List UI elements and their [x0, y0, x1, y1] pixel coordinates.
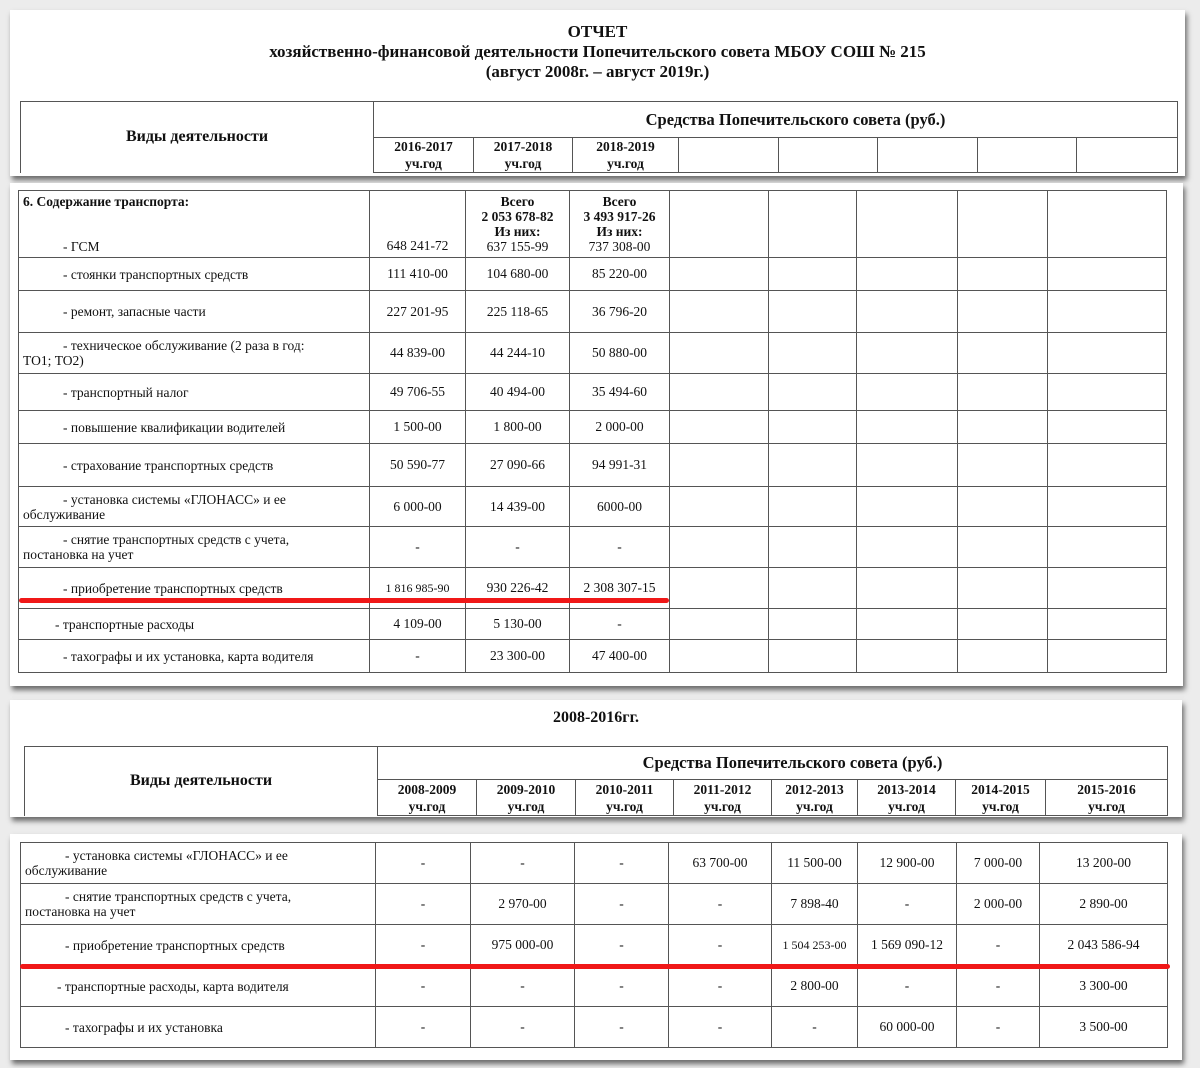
value-cell: 2 000-00 [957, 884, 1040, 925]
empty-cell [1048, 374, 1167, 411]
section-total: 2 053 678-82 [481, 209, 554, 224]
value-cell: 2 800-00 [772, 966, 858, 1007]
value-cell: - [376, 966, 471, 1007]
value-cell: - [669, 966, 772, 1007]
value-cell: - [669, 884, 772, 925]
value-cell: Всего 3 493 917-26 Из них: 737 308-00 [570, 191, 670, 258]
value-cell: 7 000-00 [957, 843, 1040, 884]
value-cell: 1 816 985-90 [370, 568, 466, 609]
row-label: - снятие транспортных средств с учета, постановка на учет [19, 527, 370, 568]
row-label: - ремонт, запасные части [19, 291, 370, 333]
value-cell: 2 308 307-15 [570, 568, 670, 609]
year-header: 2017-2018 уч.год [474, 138, 573, 173]
empty-cell [679, 138, 779, 173]
year-header: 2014-2015 уч.год [956, 780, 1046, 816]
empty-cell [1048, 527, 1167, 568]
empty-cell [857, 568, 958, 609]
value-cell: - [370, 527, 466, 568]
table-row [19, 411, 1167, 444]
value-cell: 2 890-00 [1040, 884, 1168, 925]
value-cell: 14 439-00 [466, 487, 570, 527]
empty-cell [1048, 411, 1167, 444]
empty-cell [769, 374, 857, 411]
value-cell: 1 500-00 [370, 411, 466, 444]
value-cell: 63 700-00 [669, 843, 772, 884]
value-cell: - [957, 925, 1040, 966]
table2-body [20, 842, 1168, 1048]
value-cell: - [471, 1007, 575, 1048]
table-row [21, 884, 1168, 925]
value-cell: 111 410-00 [370, 258, 466, 291]
value-cell: - [575, 966, 669, 1007]
value-cell: 50 880-00 [570, 333, 670, 374]
table1-header [20, 101, 1178, 173]
value-cell: - [575, 925, 669, 966]
year-header: 2011-2012 уч.год [674, 780, 772, 816]
year-header: 2009-2010 уч.год [477, 780, 576, 816]
empty-cell [857, 258, 958, 291]
empty-cell [1048, 568, 1167, 609]
empty-cell [670, 609, 769, 640]
value-cell: 27 090-66 [466, 444, 570, 487]
value-cell: 60 000-00 [858, 1007, 957, 1048]
value-cell: 2 000-00 [570, 411, 670, 444]
value-cell: 47 400-00 [570, 640, 670, 673]
value-cell: 13 200-00 [1040, 843, 1168, 884]
row-label: - страхование транспортных средств [19, 444, 370, 487]
value-cell: - [376, 843, 471, 884]
empty-cell [857, 411, 958, 444]
empty-cell [769, 609, 857, 640]
row-label: - установка системы «ГЛОНАСС» и ее обслуживание [21, 843, 376, 884]
table-row [19, 609, 1167, 640]
report-header-panel [10, 10, 1185, 176]
value-cell: 3 300-00 [1040, 966, 1168, 1007]
empty-cell [1048, 609, 1167, 640]
empty-cell [769, 411, 857, 444]
empty-cell [978, 138, 1077, 173]
row-label: - приобретение транспортных средств [21, 925, 376, 966]
value-cell: 225 118-65 [466, 291, 570, 333]
empty-cell [769, 487, 857, 527]
empty-cell [670, 333, 769, 374]
empty-cell [857, 333, 958, 374]
value-cell: - [376, 1007, 471, 1048]
empty-cell [958, 444, 1048, 487]
empty-cell [670, 291, 769, 333]
row-label: - транспортные расходы, карта водителя [21, 966, 376, 1007]
table1-body-panel [10, 183, 1183, 686]
highlighted-row [21, 925, 1168, 966]
empty-cell [857, 444, 958, 487]
value-cell: 1 569 090-12 [858, 925, 957, 966]
empty-cell [670, 527, 769, 568]
section-cell [19, 191, 370, 258]
col-funds-header: Средства Попечительского совета (руб.) [378, 747, 1168, 780]
empty-cell [857, 291, 958, 333]
empty-cell [958, 609, 1048, 640]
value-cell: - [772, 1007, 858, 1048]
year-header: 2008-2009 уч.год [378, 780, 477, 816]
empty-cell [878, 138, 978, 173]
empty-cell [670, 258, 769, 291]
empty-cell [958, 527, 1048, 568]
empty-cell [769, 527, 857, 568]
empty-cell [958, 333, 1048, 374]
value-cell: 930 226-42 [466, 568, 570, 609]
value-cell: - [575, 843, 669, 884]
empty-cell [958, 568, 1048, 609]
table-row [21, 1007, 1168, 1048]
value-cell: 1 800-00 [466, 411, 570, 444]
empty-cell [769, 568, 857, 609]
table-row [19, 191, 1167, 258]
row-label: - тахографы и их установка [21, 1007, 376, 1048]
value-cell: - [575, 884, 669, 925]
empty-cell [857, 640, 958, 673]
empty-cell [769, 258, 857, 291]
empty-cell [857, 609, 958, 640]
row-label: - установка системы «ГЛОНАСС» и ее обслуживание [19, 487, 370, 527]
highlight-underline [19, 598, 669, 603]
section-total: 3 493 917-26 [583, 209, 656, 224]
row-label: - снятие транспортных средств с учета, постановка на учет [21, 884, 376, 925]
value-cell: 44 839-00 [370, 333, 466, 374]
table-row [21, 966, 1168, 1007]
row-label: - техническое обслуживание (2 раза в год: ТО1; ТО2) [19, 333, 370, 374]
report-period: (август 2008г. – август 2019г.) [485, 62, 710, 81]
empty-cell [769, 333, 857, 374]
highlight-underline [20, 964, 1170, 969]
empty-cell [958, 411, 1048, 444]
empty-cell [779, 138, 878, 173]
table-row [19, 374, 1167, 411]
value-cell: - [376, 884, 471, 925]
table2-header [24, 746, 1168, 816]
row-label: - тахографы и их установка, карта водителя [19, 640, 370, 673]
value-cell: - [669, 1007, 772, 1048]
value-cell: 2 970-00 [471, 884, 575, 925]
empty-cell [958, 191, 1048, 258]
value-cell: 12 900-00 [858, 843, 957, 884]
empty-cell [670, 191, 769, 258]
empty-cell [769, 640, 857, 673]
value-cell: 975 000-00 [471, 925, 575, 966]
value-cell: - [471, 843, 575, 884]
empty-cell [1048, 444, 1167, 487]
empty-cell [857, 191, 958, 258]
table2-body-panel [10, 834, 1182, 1060]
year-header: 2010-2011 уч.год [576, 780, 674, 816]
row-label: - приобретение транспортных средств [19, 568, 370, 609]
empty-cell [670, 444, 769, 487]
table-row [21, 843, 1168, 884]
empty-cell [857, 487, 958, 527]
empty-cell [1048, 333, 1167, 374]
row-label: - стоянки транспортных средств [19, 258, 370, 291]
section-title: 6. Содержание транспорта: [23, 194, 190, 209]
value-cell: 44 244-10 [466, 333, 570, 374]
empty-cell [670, 374, 769, 411]
empty-cell [769, 191, 857, 258]
value-cell: 5 130-00 [466, 609, 570, 640]
value-cell: 2 043 586-94 [1040, 925, 1168, 966]
empty-cell [670, 568, 769, 609]
col-activity-header: Виды деятельности [21, 102, 374, 173]
year-header: 2015-2016 уч.год [1046, 780, 1168, 816]
table2-title: 2008-2016гг. [552, 709, 640, 726]
empty-cell [769, 291, 857, 333]
value-cell: 23 300-00 [466, 640, 570, 673]
col-funds-header: Средства Попечительского совета (руб.) [374, 102, 1178, 138]
value-cell: - [570, 527, 670, 568]
empty-cell [958, 487, 1048, 527]
table-row [19, 487, 1167, 527]
empty-cell [958, 640, 1048, 673]
value-cell: 35 494-60 [570, 374, 670, 411]
empty-cell [857, 527, 958, 568]
value-cell: - [575, 1007, 669, 1048]
row-label: - повышение квалификации водителей [19, 411, 370, 444]
value-cell: - [957, 1007, 1040, 1048]
row-label: - ГСМ [63, 239, 100, 254]
table-row [19, 444, 1167, 487]
report-title: ОТЧЕТ [567, 22, 628, 41]
year-header: 2018-2019 уч.год [573, 138, 679, 173]
value-cell: 227 201-95 [370, 291, 466, 333]
empty-cell [1048, 191, 1167, 258]
table-row [19, 291, 1167, 333]
table2-header-panel [10, 700, 1182, 817]
value-cell: 3 500-00 [1040, 1007, 1168, 1048]
value-cell: - [370, 640, 466, 673]
value-cell: - [858, 884, 957, 925]
year-header: 2016-2017 уч.год [374, 138, 474, 173]
value-cell: - [957, 966, 1040, 1007]
value-cell: 6 000-00 [370, 487, 466, 527]
empty-cell [958, 258, 1048, 291]
value-cell: 36 796-20 [570, 291, 670, 333]
table-row [19, 258, 1167, 291]
year-header: 2012-2013 уч.год [772, 780, 858, 816]
value-cell: 7 898-40 [772, 884, 858, 925]
empty-cell [958, 291, 1048, 333]
table-row [19, 640, 1167, 673]
value-cell: - [669, 925, 772, 966]
value-cell: 94 991-31 [570, 444, 670, 487]
value-cell: - [570, 609, 670, 640]
col-activity-header: Виды деятельности [25, 747, 378, 816]
empty-cell [1048, 258, 1167, 291]
row-label: - транспортные расходы [19, 609, 370, 640]
value-cell: 85 220-00 [570, 258, 670, 291]
value-cell: Всего 2 053 678-82 Из них: 637 155-99 [466, 191, 570, 258]
empty-cell [958, 374, 1048, 411]
empty-cell [670, 411, 769, 444]
empty-cell [1048, 291, 1167, 333]
empty-cell [1048, 487, 1167, 527]
value-cell: 648 241-72 [370, 191, 466, 258]
table-row [19, 527, 1167, 568]
empty-cell [1077, 138, 1178, 173]
value-cell: 50 590-77 [370, 444, 466, 487]
value-cell: 11 500-00 [772, 843, 858, 884]
year-header: 2013-2014 уч.год [858, 780, 956, 816]
value-cell: 6000-00 [570, 487, 670, 527]
empty-cell [857, 374, 958, 411]
value-cell: 4 109-00 [370, 609, 466, 640]
empty-cell [1048, 640, 1167, 673]
value-cell: - [376, 925, 471, 966]
value-cell: 40 494-00 [466, 374, 570, 411]
value-cell: 49 706-55 [370, 374, 466, 411]
value-cell: - [466, 527, 570, 568]
empty-cell [670, 487, 769, 527]
empty-cell [769, 444, 857, 487]
value-cell: 104 680-00 [466, 258, 570, 291]
value-cell: 1 504 253-00 [772, 925, 858, 966]
row-label: - транспортный налог [19, 374, 370, 411]
value-cell: - [471, 966, 575, 1007]
report-subtitle: хозяйственно-финансовой деятельности Попечительского совета МБОУ СОШ № 215 [269, 42, 926, 61]
table-row [19, 333, 1167, 374]
empty-cell [670, 640, 769, 673]
value-cell: - [858, 966, 957, 1007]
